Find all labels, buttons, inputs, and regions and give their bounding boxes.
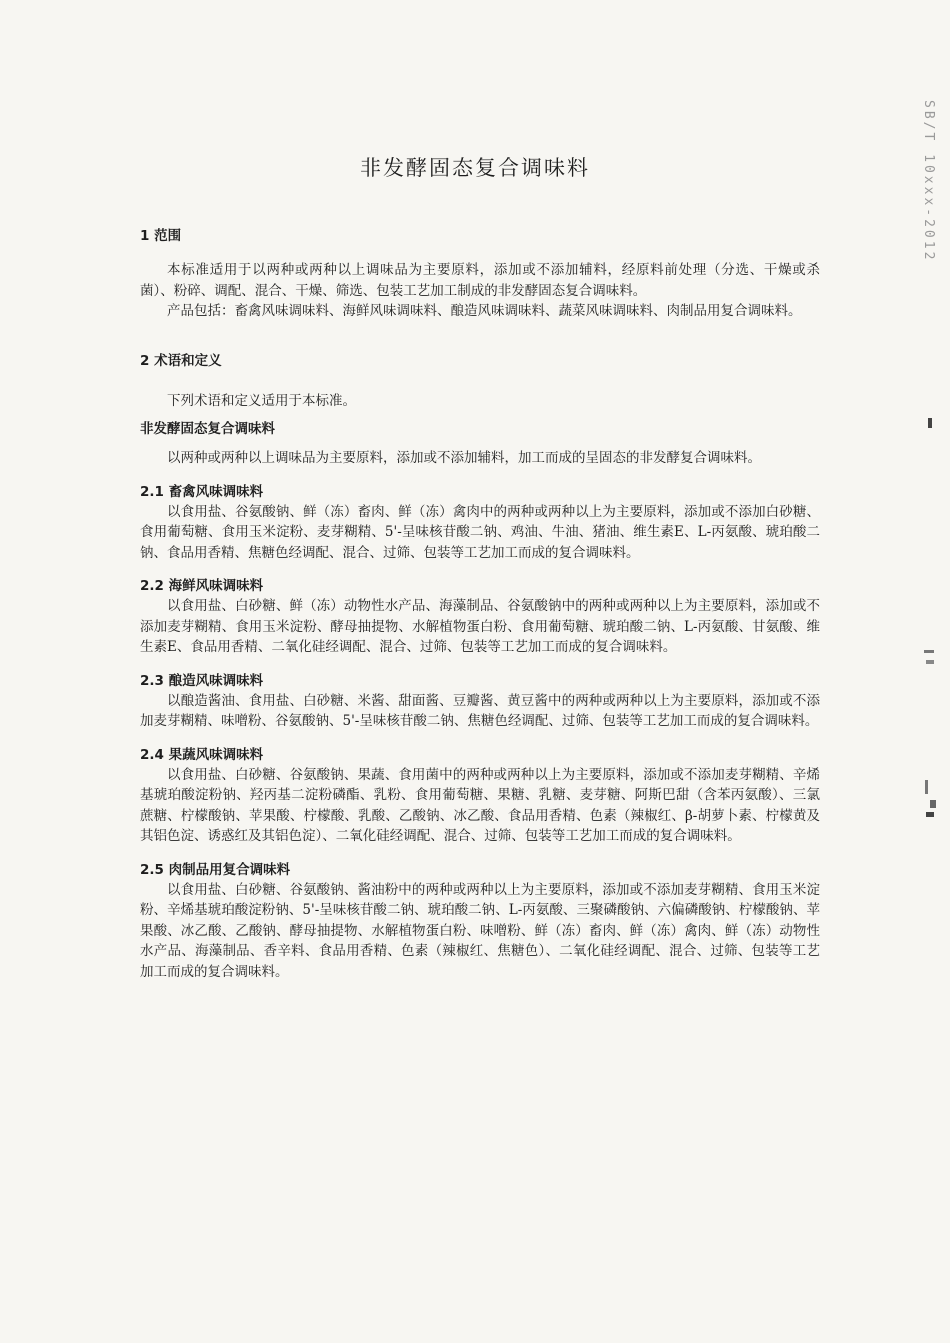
scope-paragraph-1: 本标准适用于以两种或两种以上调味品为主要原料，添加或不添加辅料，经原料前处理（分选、干燥或杀菌）、粉碎、调配、混合、干燥、筛选、包装工艺加工制成的非发酵固态复合调味料。 [140, 262, 820, 299]
scan-mark [924, 650, 934, 653]
section-heading-terms: 2 术语和定义 [140, 352, 222, 369]
subsection-text: 以食用盐、白砂糖、谷氨酸钠、果蔬、食用菌中的两种或两种以上为主要原料，添加或不添加麦芽糊精、辛烯基琥珀酸淀粉钠、羟丙基二淀粉磷酯、乳粉、食用葡萄糖、果糖、乳糖、麦芽糖、阿斯巴甜（含苯丙氨酸）、三氯蔗糖、柠檬酸钠、苹果酸、柠檬酸、乳酸、乙酸钠、冰乙酸、食品用香精、色素（辣椒红、β-胡萝卜素、柠檬黄及其铝色淀、诱惑红及其铝色淀）、二氧化硅经调配、混合、过筛、包装等工艺加工而成的复合调味料。 [140, 766, 820, 844]
terms-intro: 下列术语和定义适用于本标准。 [167, 392, 356, 409]
scan-mark [926, 660, 934, 664]
scope-paragraph-2: 产品包括：畜禽风味调味料、海鲜风味调味料、酿造风味调味料、蔬菜风味调味料、肉制品用复合调味料。 [167, 303, 802, 319]
side-document-code: SB/T 10xxx-2012 [921, 100, 936, 263]
scan-mark [928, 418, 932, 428]
document-body [140, 226, 820, 982]
subsection-heading: 2.1 畜禽风味调味料 [140, 483, 264, 500]
scan-mark [926, 812, 934, 817]
subsection-heading: 2.3 酿造风味调味料 [140, 672, 264, 689]
subsection-heading: 2.2 海鲜风味调味料 [140, 578, 264, 594]
subsection-heading: 2.4 果蔬风味调味料 [140, 746, 264, 763]
subsection-text: 以食用盐、白砂糖、谷氨酸钠、酱油粉中的两种或两种以上为主要原料，添加或不添加麦芽糊精、食用玉米淀粉、辛烯基琥珀酸淀粉钠、5'-呈味核苷酸二钠、琥珀酸二钠、L-丙氨酸、三聚磷酸钠、六偏磷酸钠、柠檬酸钠、苹果酸、冰乙酸、乙酸钠、酵母抽提物、水解植物蛋白粉、味噌粉、鲜（冻）畜肉、鲜（冻）禽肉、鲜（冻）动物性水产品、海藻制品、香辛料、食品用香精、色素（辣椒红、焦糖色）、二氧化硅经调配、混合、过筛、包装等工艺加工而成的复合调味料。 [140, 881, 820, 980]
section-heading-scope: 1 范围 [140, 228, 182, 244]
document-title: 非发酵固态复合调味料 [360, 156, 590, 180]
scan-mark [930, 800, 936, 808]
subsection-text: 以酿造酱油、食用盐、白砂糖、米酱、甜面酱、豆瓣酱、黄豆酱中的两种或两种以上为主要原料，添加或不添加麦芽糊精、味噌粉、谷氨酸钠、5'-呈味核苷酸二钠、焦糖色经调配、过筛、包装等工艺加工而成的复合调味料。 [140, 692, 820, 729]
subsection-heading: 2.5 肉制品用复合调味料 [140, 861, 291, 878]
scan-mark [925, 780, 928, 794]
subsection-text: 以食用盐、谷氨酸钠、鲜（冻）畜肉、鲜（冻）禽肉中的两种或两种以上为主要原料，添加或不添加白砂糖、食用葡萄糖、食用玉米淀粉、麦芽糊精、5'-呈味核苷酸二钠、鸡油、牛油、猪油、维生素E、L-丙氨酸、琥珀酸二钠、食品用香精、焦糖色经调配、混合、过筛、包装等工艺加工而成的复合调味料。 [140, 503, 820, 561]
term-definition: 以两种或两种以上调味品为主要原料，添加或不添加辅料，加工而成的呈固态的非发酵复合调味料。 [167, 450, 761, 466]
subsection-text: 以食用盐、白砂糖、鲜（冻）动物性水产品、海藻制品、谷氨酸钠中的两种或两种以上为主要原料，添加或不添加麦芽糊精、食用玉米淀粉、酵母抽提物、水解植物蛋白粉、食用葡萄糖、琥珀酸二钠、L-丙氨酸、甘氨酸、维生素E、食品用香精、二氧化硅经调配、混合、过筛、包装等工艺加工而成的复合调味料。 [140, 598, 820, 655]
term-title: 非发酵固态复合调味料 [140, 421, 275, 437]
